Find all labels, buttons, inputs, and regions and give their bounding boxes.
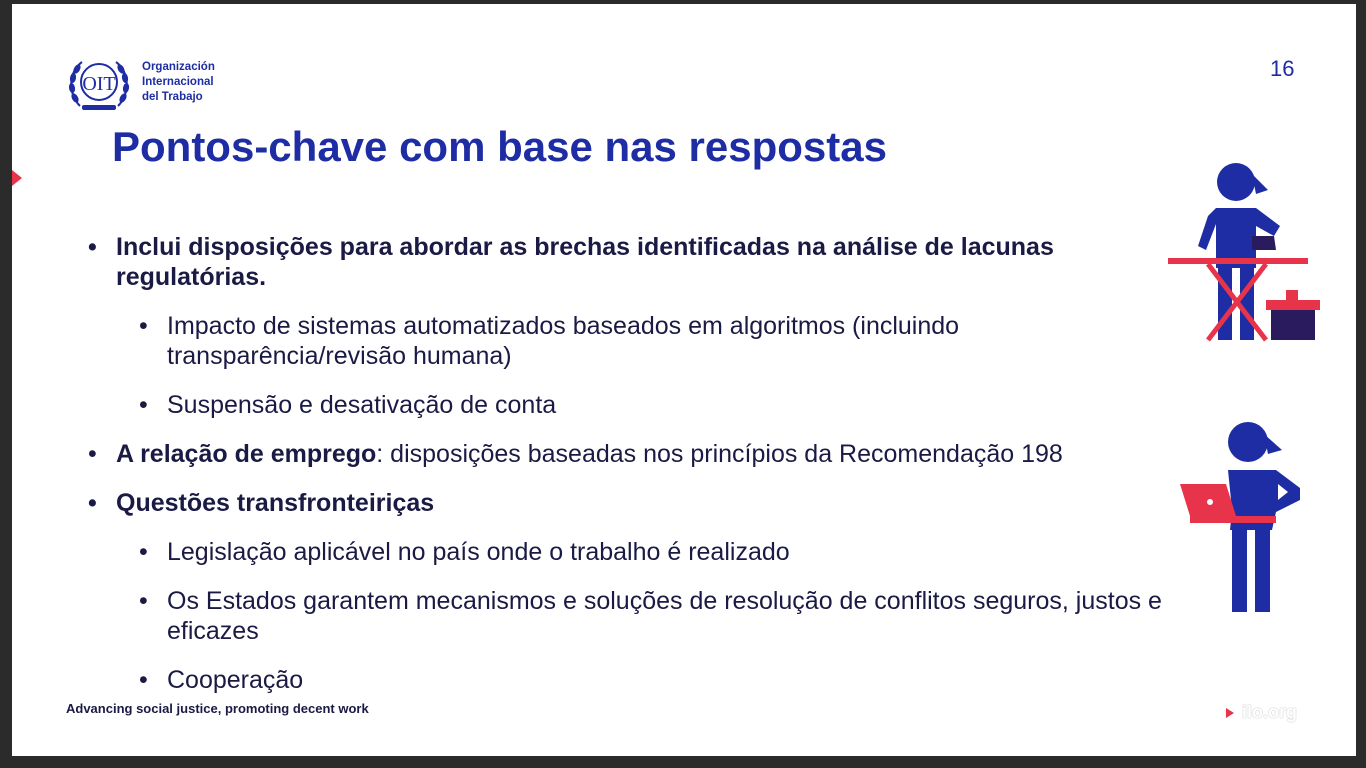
- bullet-text: : disposições baseadas nos princípios da Recomendação 198: [376, 440, 1063, 468]
- sub-bullet-item: [84, 586, 1184, 646]
- org-name-line3: del Trabajo: [142, 91, 203, 103]
- bullet-dot: •: [88, 440, 97, 468]
- bullet-dot: •: [139, 391, 148, 419]
- slide-title: Pontos-chave com base nas respostas: [112, 123, 887, 170]
- laptop-worker-icon: [1176, 418, 1306, 614]
- bullet-dot: •: [139, 312, 148, 340]
- bullet-text: Impacto de sistemas automatizados baseados em algoritmos (incluindo transparência/revisão humana): [167, 312, 960, 370]
- bullet-dot: •: [139, 587, 148, 615]
- ilo-logo-icon: [66, 54, 132, 114]
- org-name-line1: Organización: [142, 61, 215, 73]
- bullet-text: Cooperação: [167, 666, 304, 694]
- sub-bullet-item: [84, 390, 1184, 420]
- bullet-text: Inclui disposições para abordar as brechas identificadas na análise de lacunas regulatórias.: [116, 233, 1054, 291]
- bullet-text: Suspensão e desativação de conta: [167, 391, 557, 419]
- bullet-dot: •: [88, 489, 97, 517]
- page-number: 16: [1270, 56, 1295, 81]
- bullet-text: Legislação aplicável no país onde o trabalho é realizado: [167, 538, 790, 566]
- sub-bullet-item: [84, 311, 1184, 371]
- bullet-dot: •: [139, 666, 148, 694]
- bullet-text: Questões transfronteiriças: [116, 489, 435, 517]
- bullet-item: [84, 488, 1184, 518]
- bullet-item: [84, 439, 1184, 469]
- sub-bullet-item: [84, 537, 1184, 567]
- org-name-line2: Internacional: [142, 76, 214, 88]
- bullet-dot: •: [139, 538, 148, 566]
- ironing-worker-icon: [1168, 160, 1328, 346]
- bullet-item: [84, 232, 1184, 292]
- footer-link[interactable]: [1226, 702, 1297, 723]
- footer-link-text[interactable]: ilo.org: [1242, 702, 1297, 722]
- bullet-list: [84, 232, 1184, 714]
- org-name: [142, 60, 282, 105]
- ilo-logo-text: OIT: [82, 73, 116, 95]
- bullet-dot: •: [88, 233, 97, 261]
- sub-bullet-item: [84, 665, 1184, 695]
- arrow-right-icon: [1226, 708, 1234, 718]
- slide-marker-arrow-icon: [12, 170, 22, 186]
- slide: [12, 4, 1356, 756]
- footer-tagline: Advancing social justice, promoting decent work: [66, 701, 369, 716]
- bullet-bold-text: A relação de emprego: [116, 440, 377, 468]
- bullet-text: Os Estados garantem mecanismos e soluções de resolução de conflitos seguros, justos e eficazes: [167, 587, 1162, 645]
